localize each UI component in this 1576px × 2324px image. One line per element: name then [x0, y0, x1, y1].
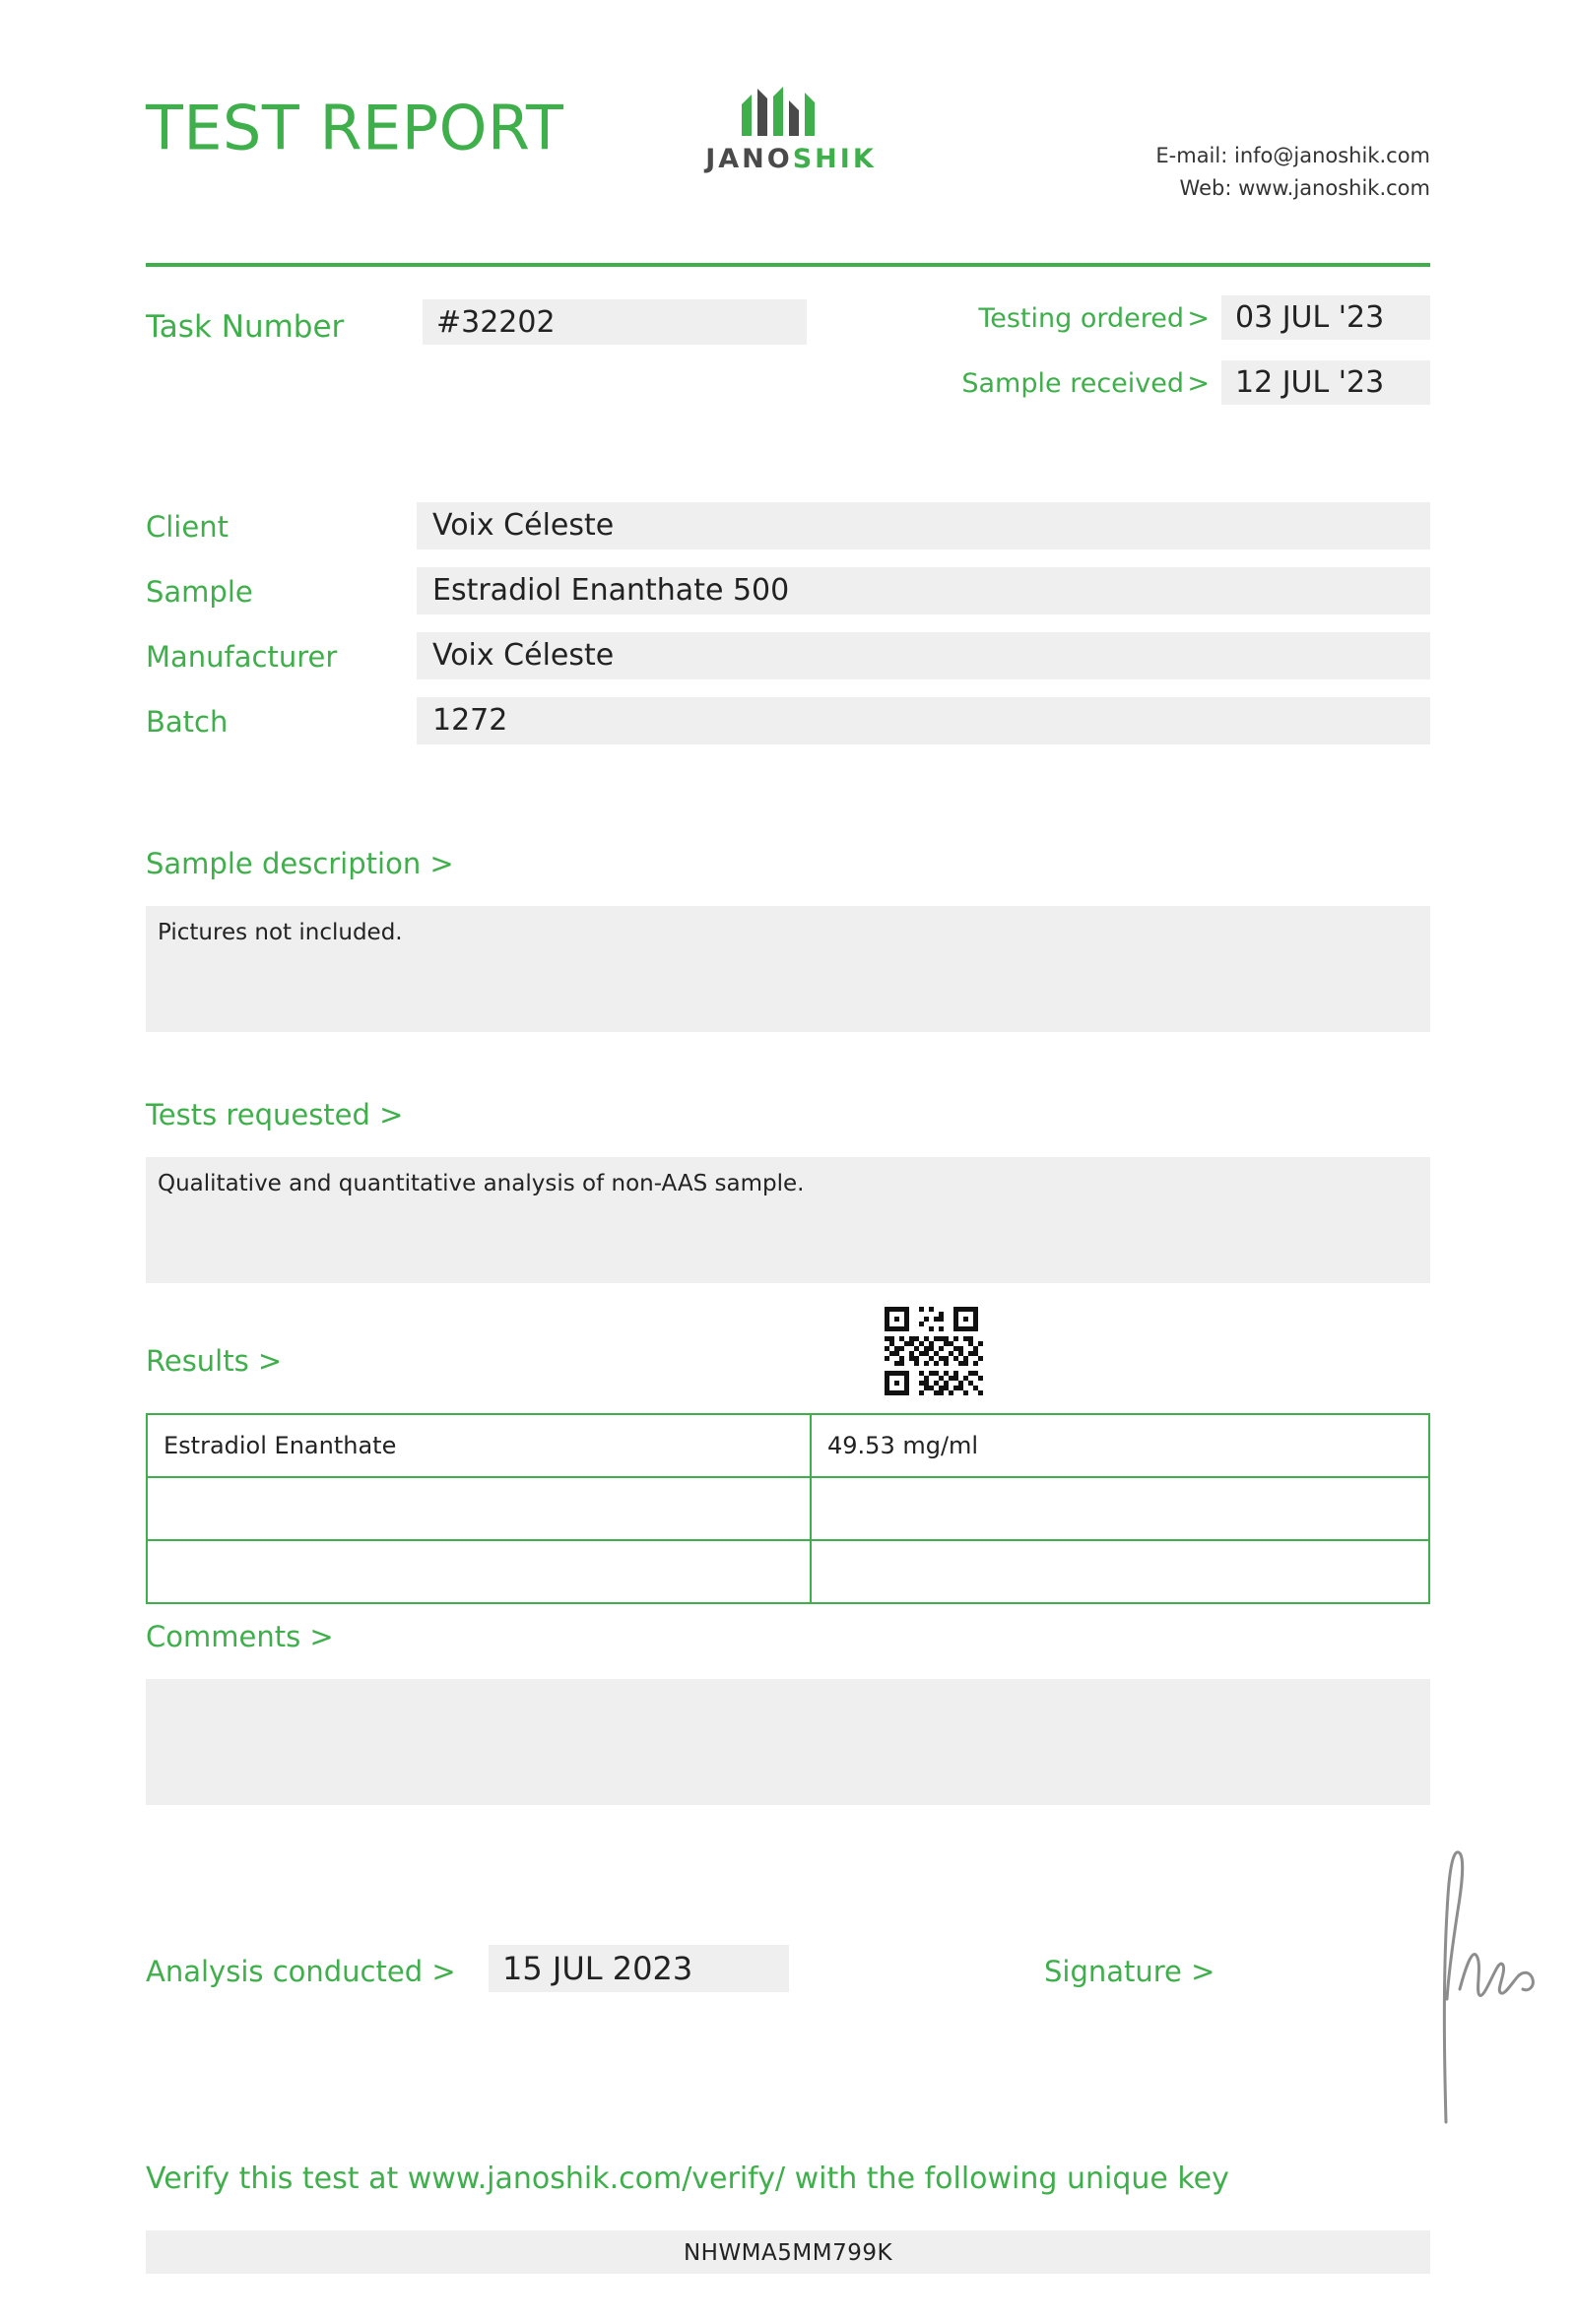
info-row-client: [146, 502, 1430, 552]
analysis-conducted-date: 15 JUL 2023: [489, 1945, 789, 1992]
janoshik-logo: [678, 79, 904, 174]
contact-block: [1155, 140, 1430, 204]
info-row-manufacturer: [146, 632, 1430, 682]
batch-value: 1272: [417, 697, 1430, 744]
sample-description-box: Pictures not included.: [146, 906, 1430, 1032]
logo-mark-icon: [678, 79, 904, 140]
logo-word-green: SHIK: [792, 144, 877, 174]
task-row: [146, 295, 1430, 414]
comments-box: [146, 1679, 1430, 1805]
logo-word-dark: JANO: [705, 144, 793, 174]
results-heading: Results >: [146, 1344, 283, 1378]
info-table: [146, 502, 1430, 762]
sample-received-label: Sample received: [961, 368, 1184, 399]
result-amount: [811, 1540, 1429, 1603]
unique-key-value: NHWMA5MM799K: [146, 2230, 1430, 2274]
client-value: Voix Céleste: [417, 502, 1430, 549]
signature-image: [1416, 1841, 1554, 2127]
tests-requested-heading: Tests requested >: [146, 1098, 404, 1131]
qr-code-icon: [880, 1302, 988, 1400]
table-row: [147, 1540, 1429, 1603]
batch-label: Batch: [146, 705, 229, 739]
info-row-batch: [146, 697, 1430, 747]
result-substance: [147, 1477, 811, 1540]
header-divider: [146, 263, 1430, 267]
table-row: [147, 1414, 1429, 1477]
contact-web: Web: www.janoshik.com: [1179, 175, 1430, 200]
dates-block: [879, 295, 1430, 425]
signature-label: Signature >: [1044, 1955, 1215, 1988]
comments-heading: Comments >: [146, 1620, 334, 1653]
result-substance: [147, 1540, 811, 1603]
task-number-value: #32202: [423, 299, 807, 345]
table-row: [147, 1477, 1429, 1540]
testing-ordered-row: [879, 295, 1430, 345]
analysis-conducted-label: Analysis conducted >: [146, 1955, 456, 1988]
testing-ordered-label: Testing ordered: [978, 303, 1184, 334]
sample-received-caret: >: [1187, 368, 1210, 399]
sample-description-heading: Sample description >: [146, 847, 454, 880]
results-table: [146, 1413, 1430, 1604]
result-amount: 49.53 mg/ml: [811, 1414, 1429, 1477]
contact-email: E-mail: info@janoshik.com: [1155, 144, 1430, 167]
result-amount: [811, 1477, 1429, 1540]
verify-text: Verify this test at www.janoshik.com/verify/ with the following unique key: [146, 2162, 1229, 2196]
logo-wordmark: [678, 144, 904, 174]
sample-received-row: [879, 360, 1430, 410]
task-number-label: Task Number: [146, 309, 345, 345]
result-substance: Estradiol Enanthate: [147, 1414, 811, 1477]
testing-ordered-caret: >: [1187, 303, 1210, 334]
report-header: [146, 0, 1430, 200]
page-title: TEST REPORT: [146, 92, 564, 164]
report-content: [146, 0, 1430, 2266]
sample-label: Sample: [146, 575, 253, 609]
testing-ordered-value: 03 JUL '23: [1221, 295, 1430, 340]
info-row-sample: [146, 567, 1430, 617]
tests-requested-box: Qualitative and quantitative analysis of non-AAS sample.: [146, 1157, 1430, 1283]
manufacturer-label: Manufacturer: [146, 640, 338, 674]
sample-received-value: 12 JUL '23: [1221, 360, 1430, 405]
manufacturer-value: Voix Céleste: [417, 632, 1430, 679]
sample-value: Estradiol Enanthate 500: [417, 567, 1430, 614]
client-label: Client: [146, 510, 229, 544]
